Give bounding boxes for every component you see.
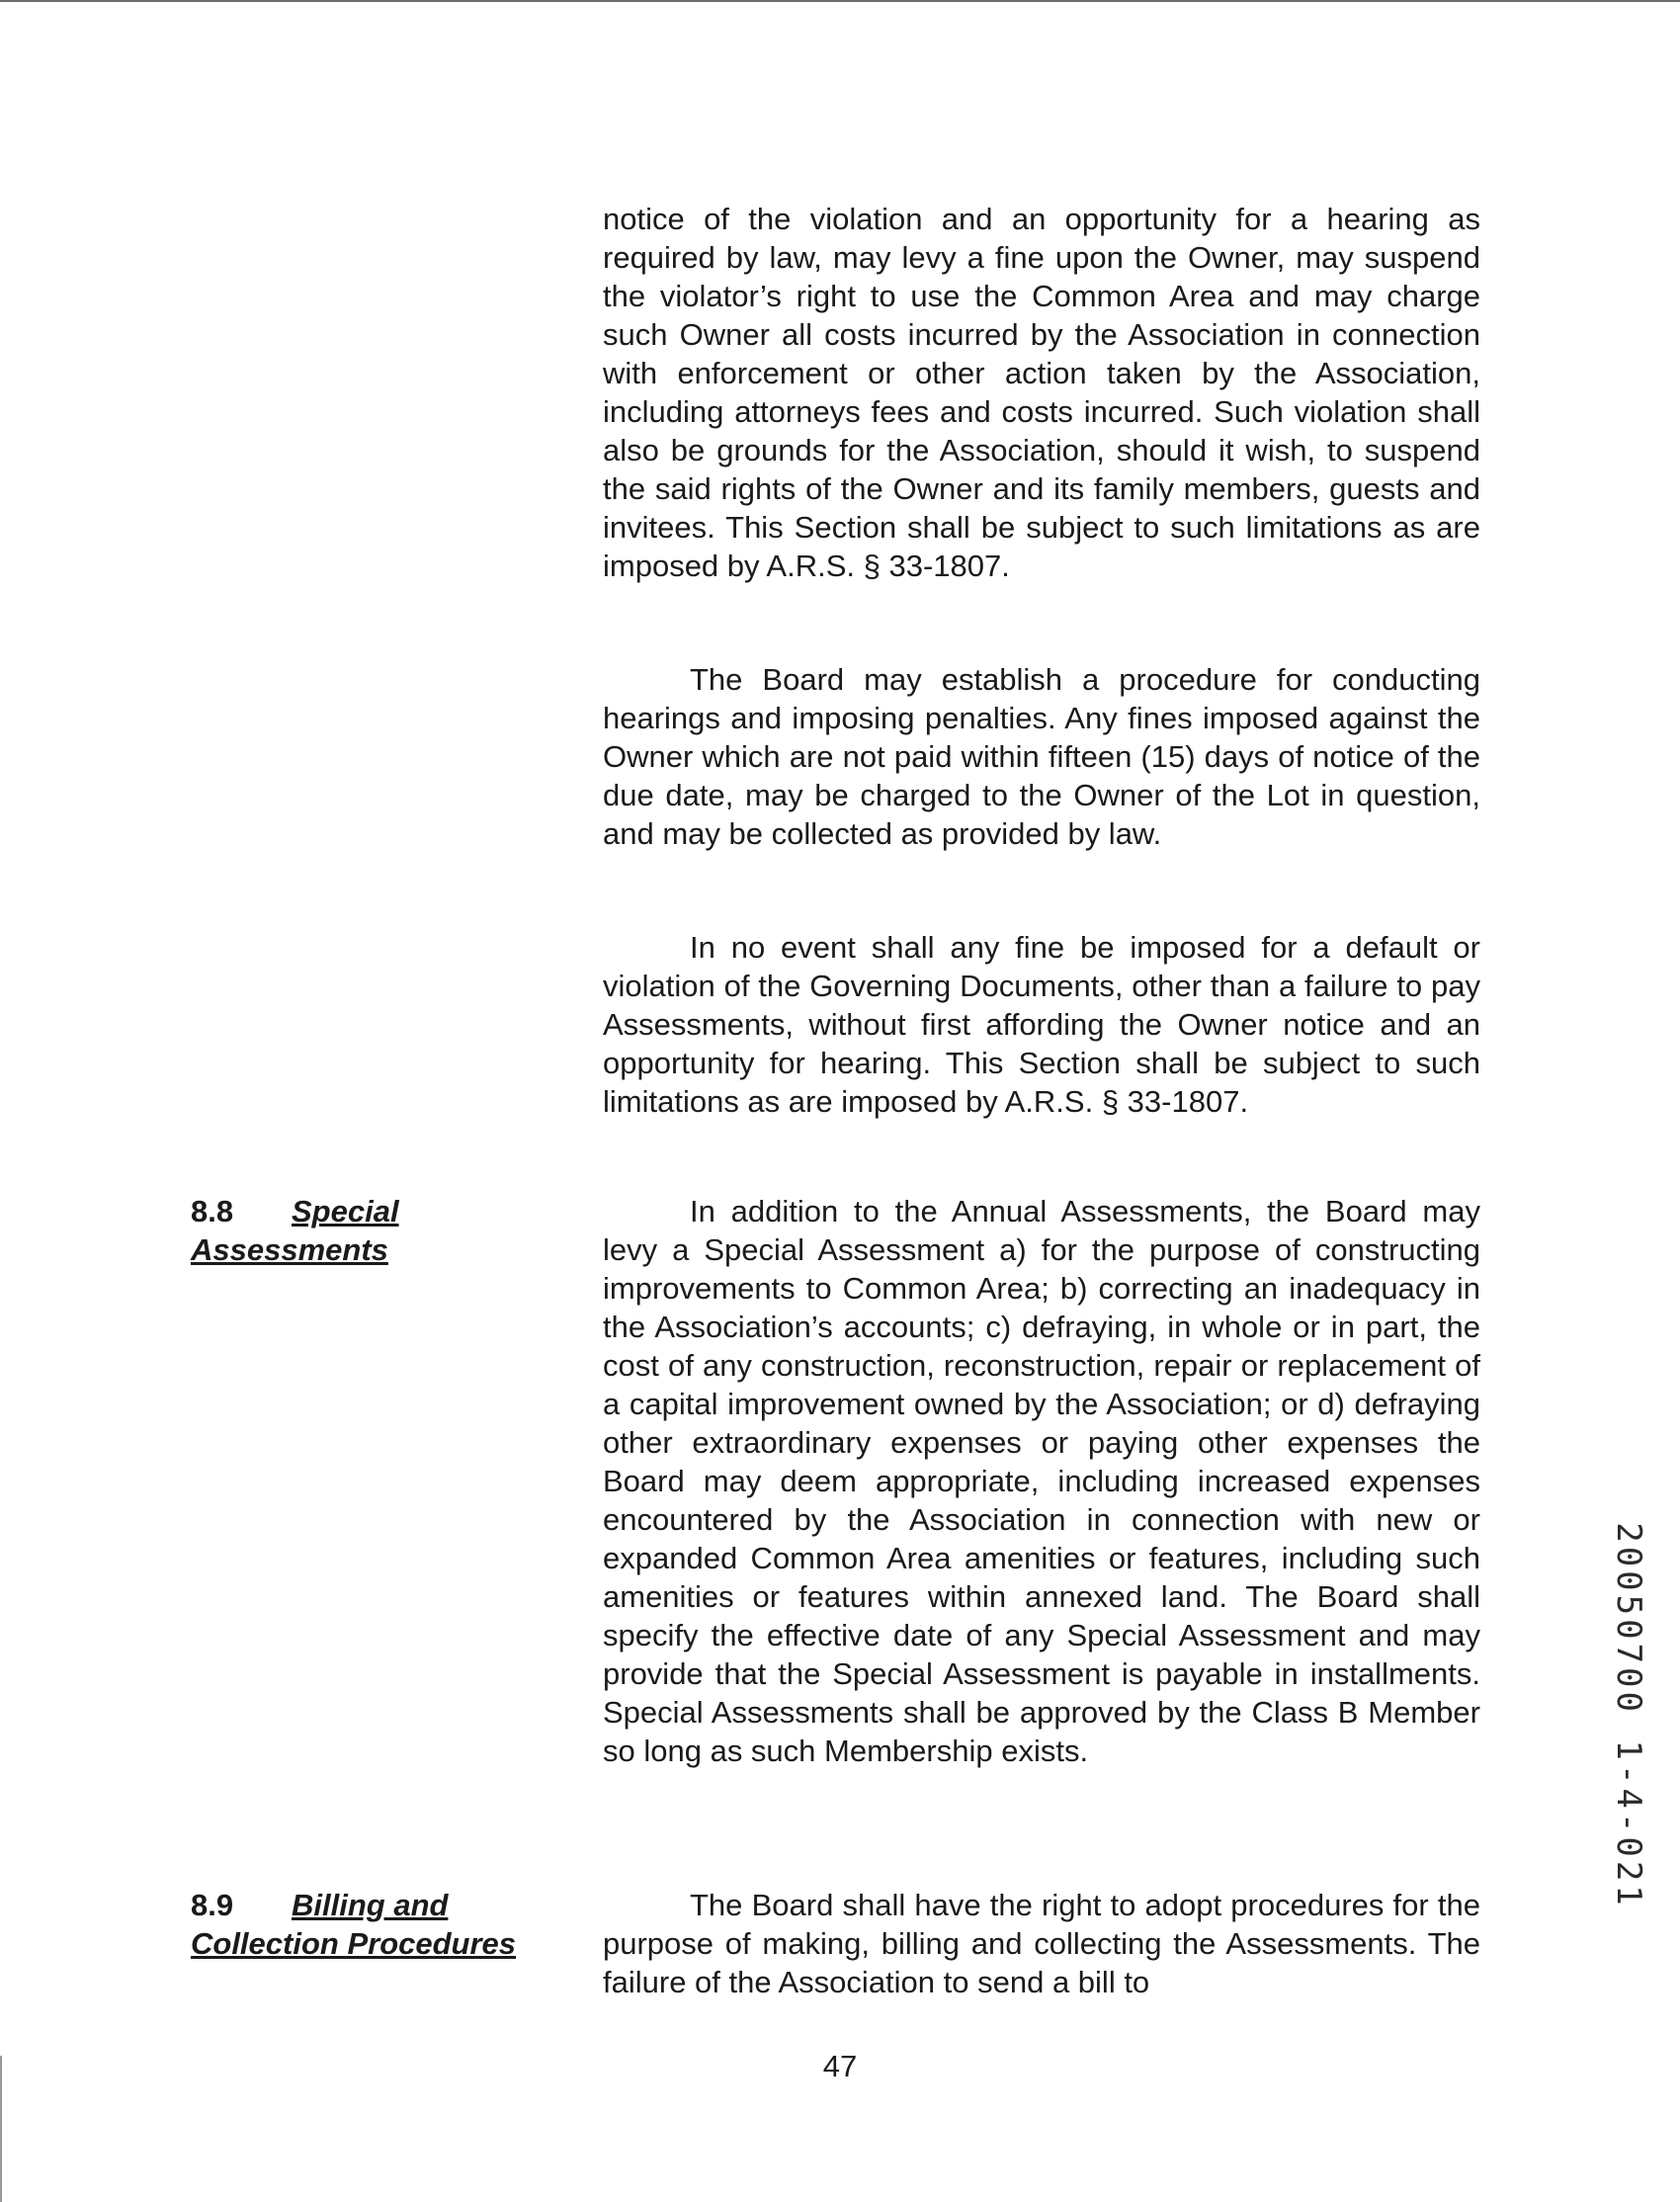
paragraph-violation-notice: notice of the violation and an opportunity for a hearing as required by law, may levy a fine upon the Owner, may suspend the violator’s right to use the Common Area and may charge such Owner all costs incurred by the Association in connection with enforcement or other action taken by the Association, including attorneys fees and costs incurred. Such violation shall also be grounds for the Association, should it wish, to suspend the said rights of the Owner and its family members, guests and invitees. This Section shall be subject to such limitations as are imposed by A.R.S. § 33-1807. [603,202,1480,583]
section-title: Billing and [292,1888,449,1922]
section-heading-8-8 [191,1192,399,1269]
paragraph-fine-limitations: In no event shall any fine be imposed for a default or violation of the Governing Documents, other than a failure to pay Assessments, without first affording the Owner notice and an opportunity for hearing. This Section shall be subject to such limitations as are imposed by A.R.S. § 33-1807. [603,930,1480,1119]
section-title: Collection Procedures [191,1926,517,1961]
page-number: 47 [822,2049,858,2083]
recording-stamp [1607,1522,1650,1909]
section-title: Special [292,1194,399,1228]
paragraph-special-assessments: In addition to the Annual Assessments, the Board may levy a Special Assessment a) for the purpose of constructing improvements to Common Area; b) correcting an inadequacy in the Association’s accounts; c) defraying, in whole or in part, the cost of any construction, reconstruction, repair or replacement of a capital improvement owned by the Association; or d) defraying other extraordinary expenses or paying other expenses the Board may deem appropriate, including increased expenses encountered by the Association in connection with new or expanded Common Area amenities or features, including such amenities or features within annexed land. The Board shall specify the effective date of any Special Assessment and may provide that the Special Assessment is payable in installments. Special Assessments shall be approved by the Class B Member so long as such Membership exists. [603,1194,1480,1768]
paragraph-billing-procedures: The Board shall have the right to adopt procedures for the purpose of making, billing and collecting the Assessments. The failure of the Association to send a bill to [603,1888,1480,1999]
section-number: 8.9 [191,1888,234,1922]
section-title: Assessments [191,1232,388,1267]
section-heading-8-9 [191,1886,516,1963]
paragraph-hearing-procedure: The Board may establish a procedure for conducting hearings and imposing penalties. Any fines imposed against the Owner which are not paid within fifteen (15) days of notice of the due date, may be charged to the Owner of the Lot in question, and may be collected as provided by law. [603,662,1480,851]
section-number: 8.8 [191,1194,234,1228]
scan-top-edge [0,0,1680,2]
recording-stamp-text: 20050700 1-4-021 [1609,1522,1649,1909]
